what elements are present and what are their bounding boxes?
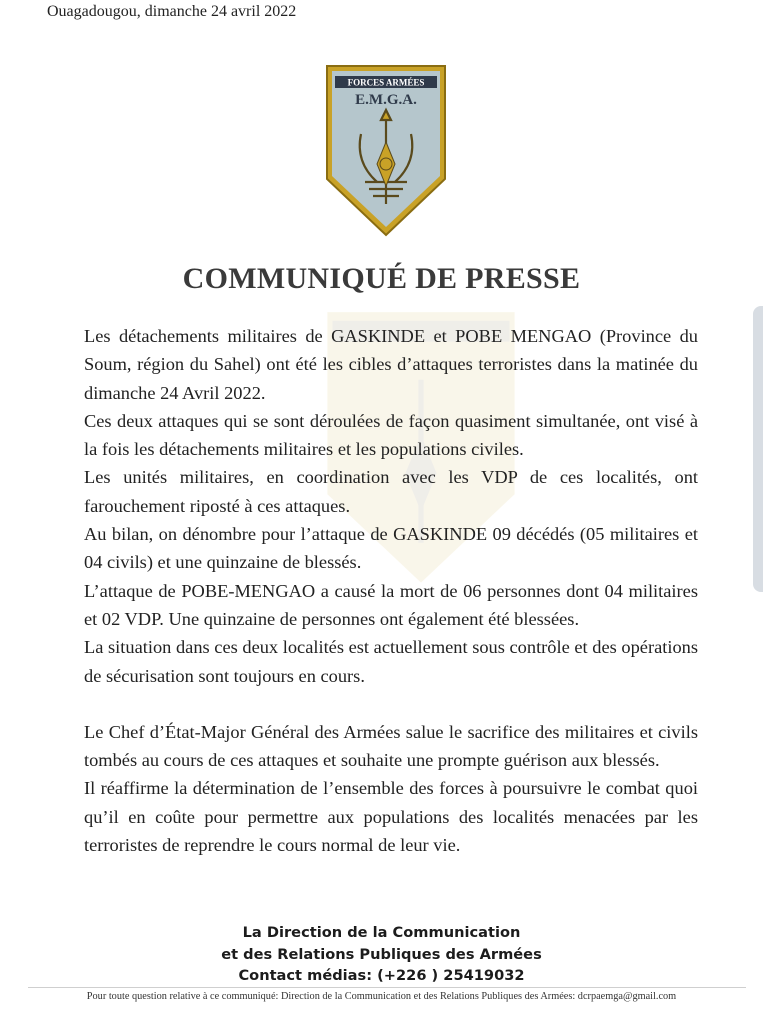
body-paragraph: Le Chef d’État-Major Général des Armées salue le sacrifice des militaires et civils tombés au cours de ces attaques et souhaite une prompte guérison aux blessés. bbox=[84, 721, 698, 771]
body-paragraph: La situation dans ces deux localités est actuellement sous contrôle et des opérations de sécurisation sont toujours en cours. bbox=[84, 637, 698, 686]
contact-line: Contact médias: (+226 ) 25419032 bbox=[238, 967, 525, 984]
communique-body bbox=[84, 322, 698, 859]
footer-divider bbox=[28, 987, 746, 988]
body-paragraph: Les unités militaires, en coordination avec les VDP de ces localités, ont farouchement riposté à ces attaques. bbox=[84, 467, 698, 516]
scroll-handle[interactable] bbox=[753, 306, 763, 592]
signature-block bbox=[0, 922, 763, 987]
footer-note: Pour toute question relative à ce communiqué: Direction de la Communication et des Relations Publiques des Armées: dcrpaemga@gmail.com bbox=[86, 991, 677, 1002]
page-title: COMMUNIQUÉ DE PRESSE bbox=[182, 262, 581, 295]
body-paragraph: Ces deux attaques qui se sont déroulées de façon quasiment simultanée, ont visé à la fois les détachements militaires et les populations civiles. bbox=[84, 410, 698, 460]
signature-line: La Direction de la Communication bbox=[242, 924, 521, 941]
emblem-banner: FORCES ARMÉES bbox=[347, 77, 425, 88]
body-paragraph: L’attaque de POBE-MENGAO a causé la mort de 06 personnes dont 04 militaires et 02 VDP. Une quinzaine de personnes ont également été blessées. bbox=[84, 580, 698, 629]
signature-line: et des Relations Publiques des Armées bbox=[221, 945, 542, 963]
emga-shield-icon bbox=[325, 64, 447, 237]
body-paragraph: Les détachements militaires de GASKINDE et POBE MENGAO (Province du Soum, région du Sahel) ont été les cibles d’attaques terroristes dans la matinée du dimanche 24 Avril 2022. bbox=[84, 326, 698, 403]
emblem-initials: E.M.G.A. bbox=[355, 92, 417, 108]
dateline: Ouagadougou, dimanche 24 avril 2022 bbox=[47, 3, 297, 20]
body-paragraph: Il réaffirme la détermination de l’ensemble des forces à poursuivre le combat quoi qu’il en coûte pour permettre aux populations des localités menacées par les terroristes de reprendre le cours normal de leur vie. bbox=[84, 778, 698, 856]
body-paragraph: Au bilan, on dénombre pour l’attaque de GASKINDE 09 décédés (05 militaires et 04 civils) et une quinzaine de blessés. bbox=[84, 524, 698, 573]
